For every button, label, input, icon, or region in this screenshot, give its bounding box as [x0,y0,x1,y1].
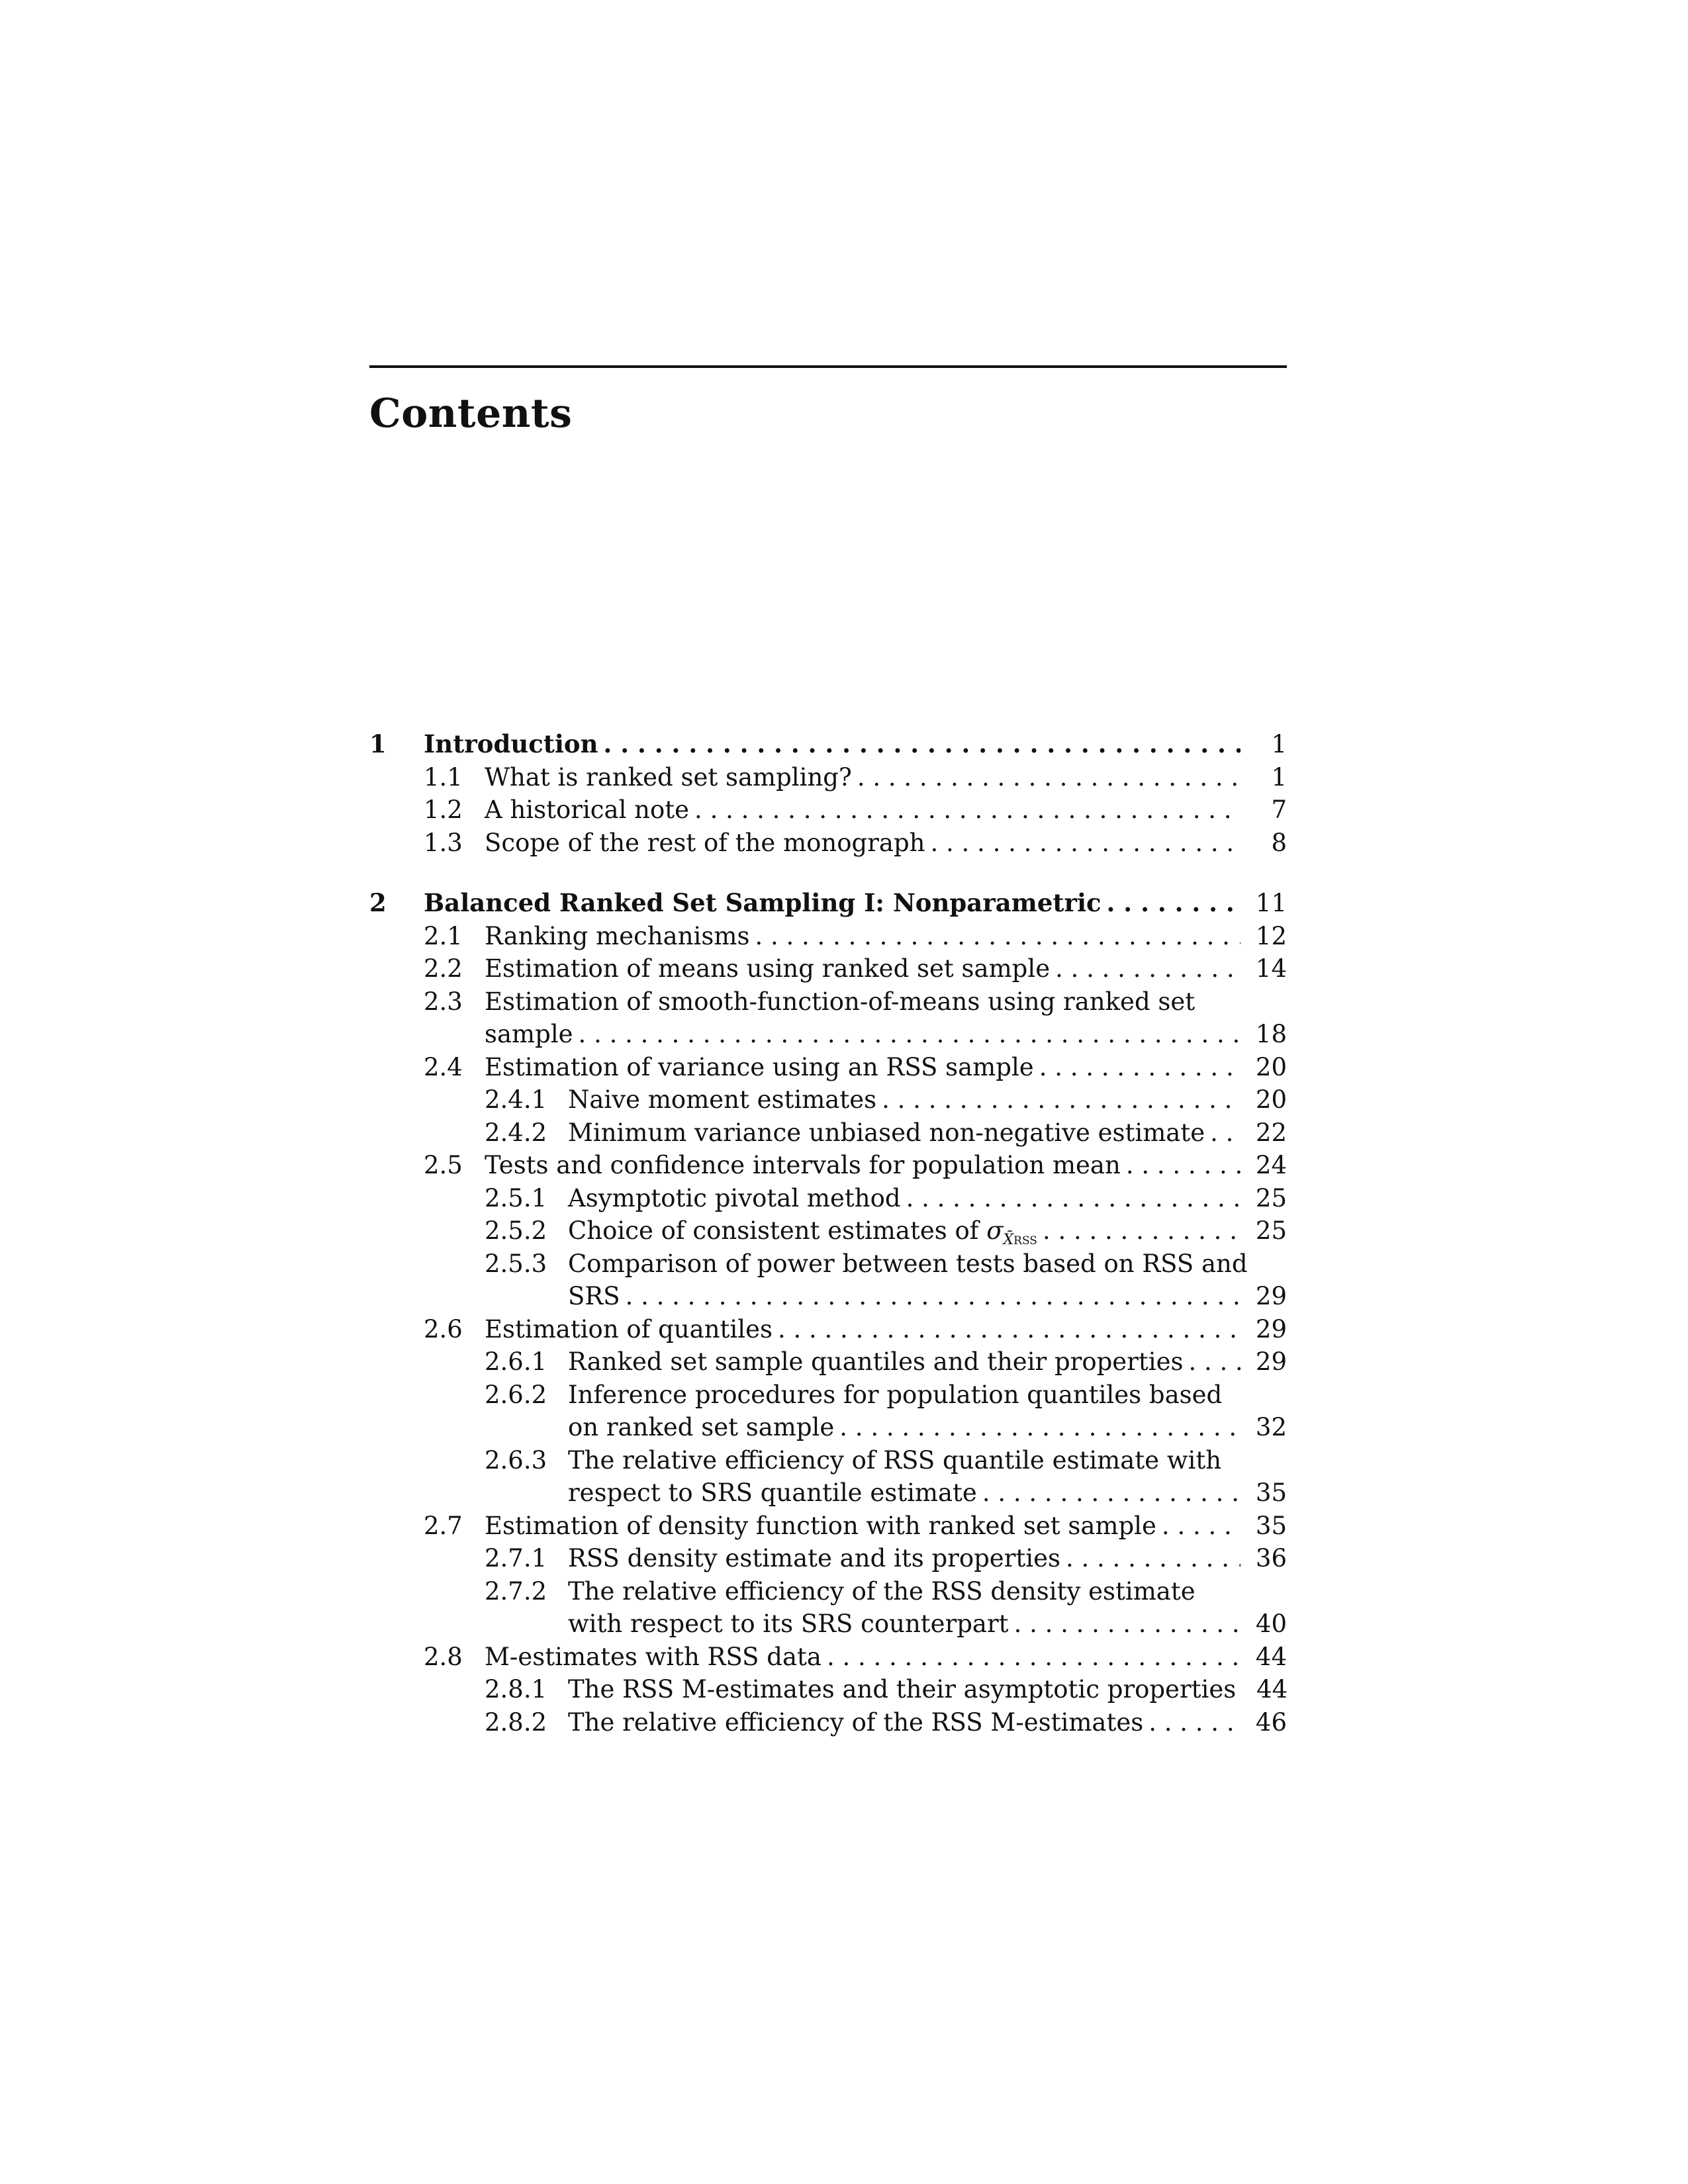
toc-title: Balanced Ranked Set Sampling I: Nonparametric [424,888,1102,917]
toc-page: 1 [1271,730,1287,758]
toc-page: 25 [1255,1216,1287,1245]
toc-title: The RSS M-estimates and their asymptotic properties [568,1675,1237,1704]
toc-title: Minimum variance unbiased non-negative estimate [568,1118,1205,1147]
toc-title: SRS [568,1282,620,1310]
toc-entry-1-1[interactable] [369,761,1287,794]
toc-title: Estimation of variance using an RSS sample [485,1052,1034,1081]
toc-title: with respect to its SRS counterpart [568,1610,1009,1638]
toc-page: 24 [1255,1151,1287,1179]
toc-entry-2-1[interactable] [369,920,1287,953]
toc-number: 2.6.1 [485,1347,547,1376]
toc-page: 20 [1255,1085,1287,1114]
toc-number: 2.6.2 [485,1380,547,1409]
toc-title: M-estimates with RSS data [485,1642,821,1671]
toc-number: 1.1 [424,762,463,792]
toc-number: 2.2 [424,954,463,983]
toc-entry-2-8[interactable] [369,1641,1287,1674]
toc-number: 2 [369,888,387,917]
sigma-symbol: σ [986,1216,1004,1245]
toc-title: on ranked set sample [568,1413,835,1441]
toc-page: 8 [1271,828,1287,857]
toc-entry-2-6-3[interactable] [369,1444,1287,1477]
toc-number: 2.5.3 [485,1249,547,1278]
toc-entry-2-5-1[interactable] [369,1182,1287,1215]
toc-page: 11 [1255,889,1287,917]
toc-title: Tests and confidence intervals for population mean [485,1151,1121,1179]
toc-number: 2.8.2 [485,1707,547,1737]
toc-title: RSS density estimate and its properties [568,1544,1060,1572]
toc-number: 2.4.2 [485,1118,547,1147]
toc-title: sample [485,1020,573,1048]
toc-title: Scope of the rest of the monograph [485,828,925,857]
toc-page: 29 [1255,1282,1287,1310]
toc-number: 2.5 [424,1151,463,1179]
rss-subscript: RSS [1013,1234,1037,1248]
table-of-contents [369,728,1287,1739]
toc-number: 2.7 [424,1511,463,1540]
toc-number: 2.6 [424,1314,463,1343]
toc-number: 1.3 [424,828,463,857]
header-rule [369,365,1287,368]
toc-number: 2.8 [424,1642,463,1671]
toc-page: 44 [1255,1642,1287,1671]
toc-page: 32 [1255,1413,1287,1441]
toc-entry-chapter-1[interactable] [369,728,1287,761]
toc-title: Ranked set sample quantiles and their properties [568,1347,1184,1376]
toc-page: 7 [1271,796,1287,824]
toc-number: 2.4 [424,1052,463,1081]
toc-page: 12 [1255,921,1287,950]
toc-title: Naive moment estimates [568,1085,877,1114]
toc-number: 1 [369,729,387,758]
toc-entry-2-7-2-continued[interactable] [369,1608,1287,1641]
toc-entry-2-2[interactable] [369,952,1287,985]
toc-page: 20 [1255,1052,1287,1081]
toc-entry-2-4-1[interactable] [369,1083,1287,1116]
toc-title: A historical note [485,796,690,824]
toc-entry-1-3[interactable] [369,827,1287,860]
toc-title: Ranking mechanisms [485,921,750,950]
toc-title: What is ranked set sampling? [485,762,852,792]
toc-entry-2-5-3[interactable] [369,1248,1287,1281]
toc-entry-2-5[interactable] [369,1149,1287,1182]
toc-entry-2-6-1[interactable] [369,1345,1287,1379]
toc-page: 22 [1255,1118,1287,1147]
toc-entry-2-3[interactable] [369,985,1287,1019]
toc-number: 2.8.1 [485,1675,547,1704]
toc-title: respect to SRS quantile estimate [568,1479,977,1507]
toc-title: The relative efficiency of the RSS M-estimates [568,1707,1144,1737]
toc-entry-2-7[interactable] [369,1510,1287,1543]
toc-page: 35 [1255,1511,1287,1540]
toc-title-text: Choice of consistent estimates of [568,1216,979,1245]
toc-number: 2.6.3 [485,1445,547,1475]
toc-page: 29 [1255,1314,1287,1343]
toc-entry-2-3-continued[interactable] [369,1018,1287,1051]
toc-entry-2-8-2[interactable] [369,1706,1287,1739]
toc-entry-2-8-1[interactable] [369,1673,1287,1706]
toc-entry-2-7-1[interactable] [369,1542,1287,1575]
toc-page: 1 [1271,762,1287,792]
toc-title: The relative efficiency of RSS quantile estimate with [568,1445,1222,1475]
toc-entry-2-6-2[interactable] [369,1379,1287,1412]
toc-title: Estimation of smooth-function-of-means using ranked set [485,987,1196,1016]
toc-title: Introduction [424,729,598,758]
toc-number: 2.5.2 [485,1216,547,1245]
toc-number: 2.7.1 [485,1544,547,1572]
toc-number: 2.4.1 [485,1085,547,1114]
toc-number: 2.3 [424,987,463,1016]
toc-entry-2-7-2[interactable] [369,1575,1287,1608]
toc-entry-2-6[interactable] [369,1313,1287,1346]
toc-entry-2-5-3-continued[interactable] [369,1280,1287,1313]
toc-page: 35 [1255,1479,1287,1507]
xbar-symbol: X̄ [1003,1232,1014,1248]
toc-page: 29 [1255,1347,1287,1376]
toc-title: The relative efficiency of the RSS density estimate [568,1576,1196,1606]
toc-page: 46 [1255,1707,1287,1737]
toc-title: Estimation of quantiles [485,1314,773,1343]
toc-page: 40 [1255,1610,1287,1638]
page-title: Contents [369,390,573,437]
toc-title: Asymptotic pivotal method [568,1183,901,1212]
toc-entry-2-6-3-continued[interactable] [369,1477,1287,1510]
toc-entry-2-4-2[interactable] [369,1116,1287,1150]
toc-number: 2.1 [424,921,463,950]
toc-page: 18 [1255,1020,1287,1048]
toc-entry-2-6-2-continued[interactable] [369,1411,1287,1444]
toc-title: Comparison of power between tests based on RSS and [568,1249,1248,1278]
toc-title: Estimation of means using ranked set sample [485,954,1051,983]
toc-entry-1-2[interactable] [369,794,1287,827]
toc-entry-chapter-2[interactable] [369,887,1287,920]
toc-page: 14 [1255,954,1287,983]
toc-page: 25 [1255,1183,1287,1212]
toc-title: Estimation of density function with ranked set sample [485,1511,1156,1540]
toc-title: Inference procedures for population quantiles based [568,1380,1223,1409]
toc-number: 2.5.1 [485,1183,547,1212]
toc-page: 44 [1256,1675,1288,1704]
toc-entry-2-5-2[interactable] [369,1214,1287,1248]
toc-entry-2-4[interactable] [369,1051,1287,1084]
toc-number: 1.2 [424,796,463,824]
toc-page: 36 [1255,1544,1287,1572]
toc-number: 2.7.2 [485,1576,547,1606]
